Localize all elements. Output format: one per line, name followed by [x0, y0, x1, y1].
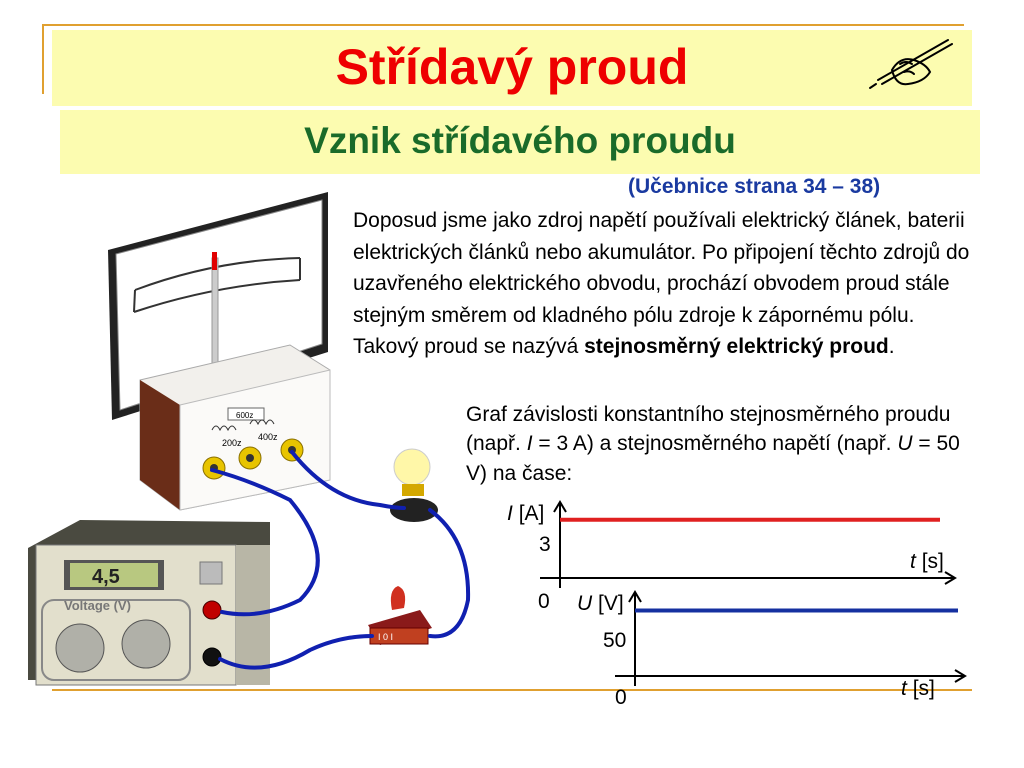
chart2-ytick-top: 50: [603, 629, 627, 652]
transformer-label-top: 600z: [236, 411, 254, 420]
chart1-ylabel: [507, 502, 544, 526]
graph-text-2: = 3 A) a stejnosměrného napětí (např.: [532, 432, 898, 456]
chart1-ytick-zero: 0: [538, 590, 550, 613]
chart2-ylabel-unit: [V]: [598, 592, 624, 615]
graph-text-u: U: [897, 432, 913, 456]
chart2-xlabel-var: t: [901, 677, 907, 700]
chart1-ylabel-unit: [A]: [518, 502, 545, 525]
graph-text-i: I: [526, 432, 533, 456]
chart2-xlabel: [901, 677, 935, 701]
chart1-ytick-top: 3: [539, 533, 551, 556]
panel-label: Voltage (V): [64, 598, 131, 613]
intro-end: .: [888, 335, 895, 358]
intro-text: Doposud jsme jako zdroj napětí používali elektrický článek, baterii elektrických článků nebo akumulátor. Po připojení těchto zdrojů do uzavřeného elektrického obvodu, prochází obvodem proud stále stejným směrem od kladného pólu zdroje k zápornému pólu. Takový proud se nazývá: [353, 209, 970, 358]
chart1-xlabel-unit: [s]: [921, 550, 944, 573]
page-title: Střídavý proud: [335, 39, 689, 95]
chart2-ylabel: [577, 592, 624, 616]
intro-bold-term: stejnosměrný elektrický proud: [584, 335, 889, 358]
chart1-xlabel-var: t: [910, 550, 916, 573]
chart2-xlabel-unit: [s]: [912, 677, 935, 700]
transformer-label-right: 400z: [258, 432, 278, 442]
textbook-reference: (Učebnice strana 34 – 38): [628, 175, 881, 198]
transformer-label-left: 200z: [222, 438, 242, 448]
chart2-ylabel-var: U: [577, 592, 593, 615]
display-value: 4,5: [92, 566, 120, 588]
chart1-ylabel-var: I: [507, 502, 513, 525]
chart2-ytick-zero: 0: [615, 686, 627, 709]
graph-text-1: Graf závislosti konstantního stejnosměrného proudu (např.: [466, 403, 951, 456]
page-subtitle: Vznik střídavého proudu: [304, 120, 736, 161]
switch-label: I 0 I: [378, 632, 394, 642]
graph-text-3: = 50 V) na čase:: [466, 432, 960, 485]
chart1-xlabel: [910, 550, 944, 574]
